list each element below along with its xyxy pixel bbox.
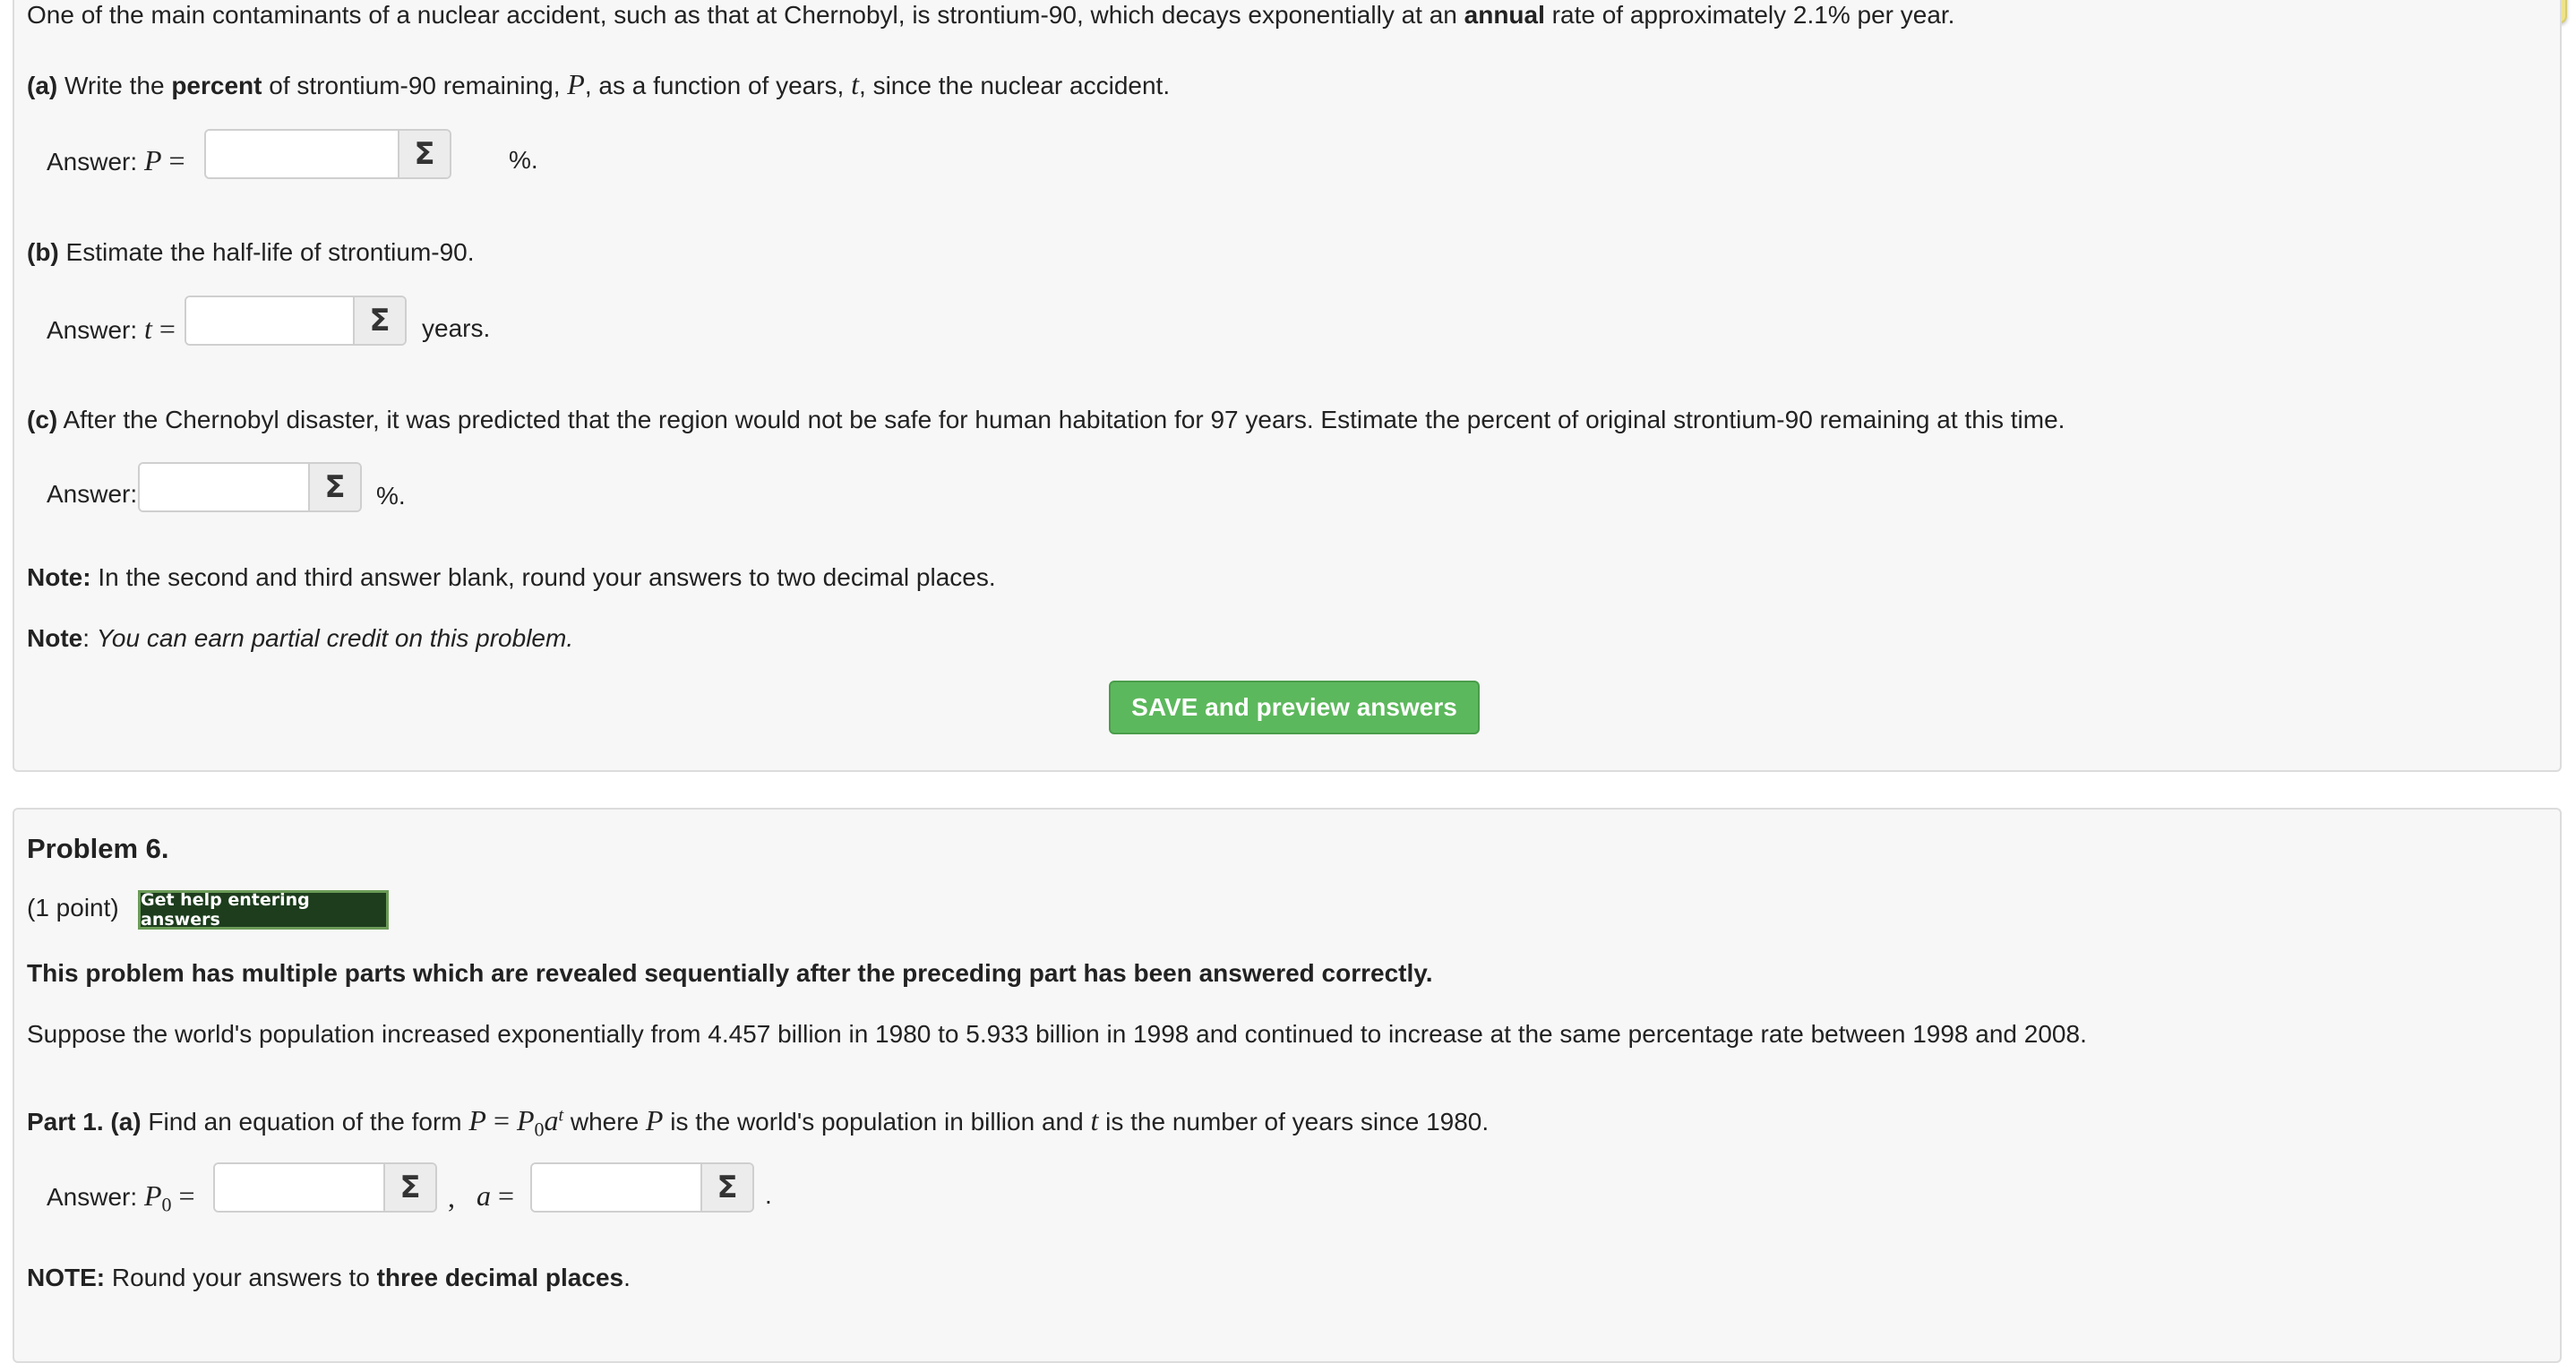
sigma-icon[interactable]: Σ <box>700 1164 752 1211</box>
p0-answer-input[interactable] <box>215 1164 383 1211</box>
a-answer-label: a = <box>477 1179 515 1212</box>
a-answer-input[interactable] <box>532 1164 700 1211</box>
answer-comma: , <box>448 1181 455 1213</box>
part-c-answer-field <box>138 462 362 512</box>
part-a-answer-field <box>204 129 451 179</box>
part-b-answer-suffix: years. <box>422 314 491 342</box>
problem-5-panel <box>13 0 2562 772</box>
help-entering-answers-button[interactable]: Get help entering answers <box>138 890 389 930</box>
part-a-answer-suffix: %. <box>509 146 538 174</box>
part-1-answer-label: Answer: $P_0$ = <box>47 1179 195 1216</box>
problem-6-title: Problem 6. <box>27 833 169 864</box>
problem-6-statement: Suppose the world's population increased exponentially from 4.457 billion in 1980 to 5.933 billion in 1998 and continued to increase at the same percentage rate between 1998 and 2008. <box>27 1020 2087 1048</box>
a-answer-field <box>530 1162 754 1213</box>
sigma-icon[interactable]: Σ <box>398 131 450 177</box>
part-b-answer-input[interactable] <box>186 297 353 344</box>
part-a-answer-input[interactable] <box>206 131 398 177</box>
part-c-answer-input[interactable] <box>140 464 308 510</box>
sigma-icon[interactable]: Σ <box>383 1164 435 1211</box>
rounding-note: Note: In the second and third answer blank, round your answers to two decimal places. <box>27 563 996 591</box>
part-a-question: (a) Write the percent of strontium-90 remaining, P, as a function of years, t, since the nuclear accident. <box>27 68 1171 100</box>
answer-period: . <box>765 1181 772 1209</box>
save-preview-button[interactable]: SAVE and preview answers <box>1109 681 1480 734</box>
part-c-answer-suffix: %. <box>376 482 406 510</box>
part-c-answer-label: Answer: <box>47 480 138 508</box>
sigma-icon[interactable]: Σ <box>308 464 360 510</box>
part-b-answer-label: Answer: t = <box>47 313 176 345</box>
sigma-icon[interactable]: Σ <box>353 297 405 344</box>
problem-6-rounding-note: NOTE: Round your answers to three decimal places. <box>27 1264 631 1291</box>
part-b-answer-field <box>185 296 407 346</box>
sequential-parts-note: This problem has multiple parts which are revealed sequentially after the preceding part has been answered correctly. <box>27 959 1433 987</box>
p0-answer-field <box>213 1162 437 1213</box>
problem-5-intro: One of the main contaminants of a nuclear accident, such as that at Chernobyl, is strontium-90, which decays exponentially at an annual rate of approximately 2.1% per year. <box>27 1 1955 29</box>
partial-credit-note: Note: You can earn partial credit on this problem. <box>27 624 574 652</box>
part-c-question: (c) After the Chernobyl disaster, it was predicted that the region would not be safe for human habitation for 97 years. Estimate the percent of original strontium-90 remaining at this time. <box>27 406 2065 433</box>
part-1-question: Part 1. (a) Find an equation of the form $P = P_0a^t$ where P is the world's population in billion and t is the number of years since 1980. <box>27 1104 1490 1141</box>
part-a-answer-label: Answer: P = <box>47 144 185 176</box>
part-b-question: (b) Estimate the half-life of strontium-90. <box>27 238 475 266</box>
problem-6-points: (1 point) <box>27 894 119 922</box>
